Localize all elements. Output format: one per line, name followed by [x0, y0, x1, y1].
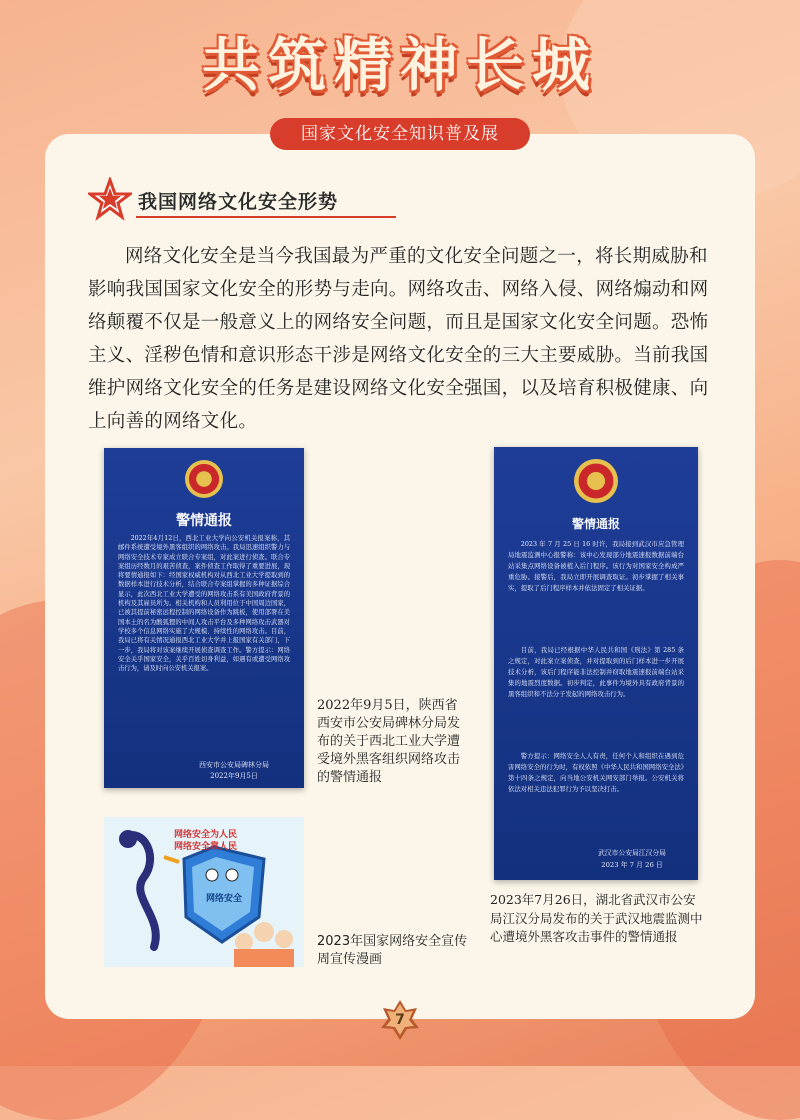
page-number: 7	[395, 1012, 405, 1028]
notice-body-2: 目前，我局已经根据中华人民共和国《刑法》第 285 条之规定，对此案立案侦查，并对提取到的后门样本进一步开展技术分析，该后门程序能非法控制并窃取地震速报前端台站采集的地震烈度数据。初步判定，此事件为境外具有政府背景的黑客组织和不法分子发起的网络攻击行为。	[508, 646, 684, 698]
caption-notice-1: 2022年9月5日，陕西省西安市公安局碑林分局发布的关于西北工业大学遭受境外黑客组织网络攻击的警情通报	[317, 698, 461, 785]
caption-comic: 2023年国家网络安全宣传周宣传漫画	[317, 934, 468, 967]
notice-sign-org: 西安市公安局碑林分局	[199, 761, 269, 769]
cyber-security-comic	[104, 817, 304, 967]
page-title: 共筑精神长城	[201, 31, 598, 99]
notice-body: 2022年4月12日，西北工业大学向公安机关报案称，其邮件系统遭受境外黑客组织的网络攻击。我局迅速组织警力与网络安全技术专家成立联合专案组，对此案进行侦查。联合专案组历经数月的艰苦侦查，案件侦查工作取得了重要进展，现将要情通报如下：经国家权威机构对从西北工业大学提取到的数据样本进行技术分析，结合联合专案组掌握的多种证据综合显示，此次西北工业大学遭受的网络攻击系有美国政府背景的机构及其雇员所为。相关机构和人员利用位于中国周边国家，已被其提前秘密远程控制的网络设备作为跳板，使用部署在美国本土的名为酸狐狸的中间人攻击平台及多种网络攻击武器对学校多个信息网络实施了大规模、持续性的网络攻击。目前，我局已将有关情况通报西北工业大学并上报国家有关部门，下一步，我局将对该案继续开展侦查调查工作。警方提示：网络安全关乎国家安全，关乎百姓切身利益，如遇有或遭受网络攻击行为，请及时向公安机关报案。	[118, 535, 290, 673]
section-title: 我国网络文化安全形势	[138, 191, 339, 213]
police-notice-image-1	[104, 448, 304, 788]
notice-body-3: 警方提示：网络安全人人有责，任何个人和组织在遇到危害网络安全的行为时，有权依照《中华人民共和国网络安全法》第十四条之规定，向当地公安机关网安部门举报。公安机关将依法对相关违法犯罪行为予以坚决打击。	[508, 752, 684, 793]
comic-slogan-1: 网络安全为人民	[174, 830, 238, 840]
notice-sign-org: 武汉市公安局江汉分局	[598, 849, 666, 857]
page-subtitle: 国家文化安全知识普及展	[270, 118, 530, 150]
comic-slogan-2: 网络安全靠人民	[174, 842, 238, 852]
notice-title: 警情通报	[176, 513, 232, 529]
section-paragraph: 网络文化安全是当今我国最为严重的文化安全问题之一，将长期威胁和影响我国国家文化安全的形势与走向。网络攻击、网络入侵、网络煽动和网络颠覆不仅是一般意义上的网络安全问题，而且是国家文化安全问题。恐怖主义、淫秽色情和意识形态干涉是网络文化安全的三大主要威胁。当前我国维护网络文化安全的任务是建设网络文化安全强国，以及培育积极健康、向上向善的网络文化。	[88, 246, 709, 432]
star-icon	[88, 177, 132, 221]
police-notice-image-2	[494, 447, 698, 880]
notice-body-1: 2023 年 7 月 25 日 16 时许，我局接到武汉市应急管理局地震监测中心报警称：该中心发现部分地震速报数据前端台站采集点网络设备被植入后门程序。该行为对国家安全构成严重危胁。接警后，我局立即开展调查取证。初步掌握了相关事实，提取了后门程序样本并依法固定了相关证据。	[508, 540, 684, 592]
comic-shield-text: 网络安全	[205, 894, 242, 904]
section-divider	[136, 216, 396, 218]
notice-title: 警情通报	[571, 517, 620, 531]
police-emblem-icon	[185, 460, 223, 498]
notice-sign-date: 2022年9月5日	[210, 772, 258, 780]
police-emblem-icon	[574, 459, 618, 503]
section-header	[88, 183, 388, 223]
notice-sign-date: 2023 年 7 月 26 日	[601, 861, 663, 869]
caption-notice-2: 2023年7月26日，湖北省武汉市公安局江汉分局发布的关于武汉地震监测中心遭境外黑客攻击事件的警情通报	[490, 892, 703, 944]
